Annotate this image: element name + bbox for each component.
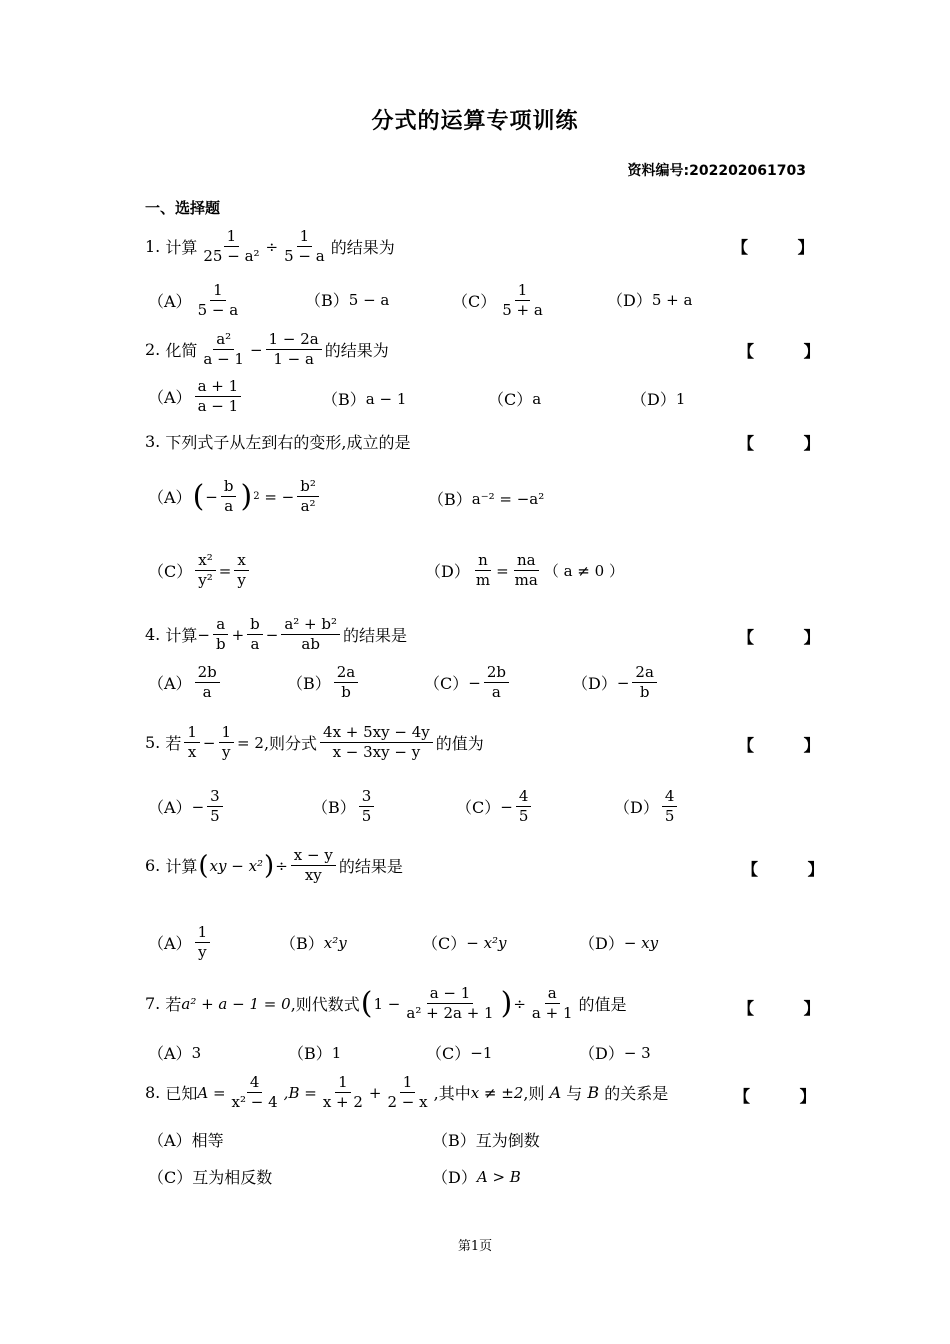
fraction: $\frac{1}{5 - a}$ (284, 227, 325, 266)
option-d: （D） − xy (579, 933, 659, 953)
question-5: 5. 若 $\frac{1}{x}$ − $\frac{1}{y}$ = 2 ,则分式 $\frac{4x + 5xy - 4y}{x - 3xy - y}$ 的值为 (145, 723, 484, 762)
option-d: （D） A > B (432, 1167, 521, 1187)
answer-bracket: 【 】 (732, 238, 836, 257)
option-b: （B） $\frac{2a}{b}$ (287, 664, 361, 702)
question-1: 1. 计算 $\frac{1}{\text{25 − a²}}$ ÷ $\frac{1}{5 - a}$ 的结果为 (145, 227, 395, 266)
option-a: （A） 3 (148, 1043, 202, 1063)
option-c: （C） $\frac{\text{x²}}{\text{y²}}$ = $\frac{x}{y}$ (148, 552, 252, 590)
option-d: （D） 5 + a (607, 290, 693, 310)
page-title: 分式的运算专项训练 (371, 109, 579, 134)
option-b: （B） $\frac{3}{5}$ (312, 788, 377, 826)
doc-number: 资料编号:202202061703 (627, 163, 806, 179)
option-b: （B） a⁻² = −a² (428, 489, 545, 509)
option-a: （A） − $\frac{3}{5}$ (148, 788, 226, 826)
question-3: 3. 下列式子从左到右的变形,成立的是 (145, 432, 411, 452)
option-d: （D） $\frac{4}{5}$ (614, 788, 680, 826)
question-6: 6. 计算 ( xy − x² ) ÷ $\frac{x - y}{xy}$ 的结果是 (145, 846, 403, 885)
option-c: （C） − $\frac{2b}{a}$ (424, 664, 512, 702)
option-d: （D） 1 (631, 389, 686, 409)
answer-bracket: 【 】 (738, 342, 842, 361)
answer-bracket: 【 】 (738, 628, 842, 647)
option-b: （B） 互为倒数 (432, 1131, 540, 1150)
option-a: （A） $\frac{1}{5 - a}$ (148, 281, 239, 320)
option-c: （C） − x²y (422, 933, 507, 953)
option-a: （A） $\frac{2b}{a}$ (148, 664, 223, 702)
question-4: 4. 计算 − $\frac{a}{b}$ + $\frac{b}{a}$ − $\frac{\text{a² + b²}}{ab}$ 的结果是 (145, 615, 408, 654)
option-c: （C） $\frac{1}{5 + a}$ (452, 281, 543, 320)
page-number: 第1页 (457, 1239, 493, 1254)
option-c: （C） − $\frac{4}{5}$ (456, 788, 534, 826)
option-b: （B） x²y (280, 933, 347, 953)
option-d: （D） $\frac{n}{m}$ = $\frac{na}{ma}$ （ a ≠ 0 ） (425, 551, 624, 590)
question-7: 7. 若 a² + a − 1 = 0 ,则代数式 ( 1 − $\frac{a - 1}{\text{a² + 2a + 1}}$ ) ÷ $\frac{a}{a + 1}$ 的值是 (145, 984, 627, 1023)
fraction: $\frac{1}{\text{25 − a²}}$ (203, 227, 260, 266)
answer-bracket: 【 】 (738, 999, 842, 1018)
answer-bracket: 【 】 (738, 434, 842, 453)
option-c: （C） 互为相反数 (148, 1168, 273, 1187)
section-heading: 一、选择题 (145, 199, 221, 217)
option-b: （B） a − 1 (322, 389, 407, 409)
answer-bracket: 【 】 (734, 1087, 838, 1106)
answer-bracket: 【 】 (738, 736, 842, 755)
option-b: （B） 1 (288, 1043, 342, 1063)
option-a: （A） $\frac{a + 1}{a - 1}$ (148, 378, 244, 416)
option-a: （A） 相等 (148, 1131, 224, 1150)
answer-bracket: 【 】 (742, 860, 846, 879)
question-8: 8. 已知 A = $\frac{4}{\text{x² − 4}}$ ,B = $\frac{1}{x + 2}$ + $\frac{1}{2 - x}$ ,其中 x ≠ ±2 ,则 A 与 B 的关系是 (145, 1073, 669, 1112)
option-c: （C） a (488, 389, 542, 409)
option-a: （A） ( − $\frac{b}{a}$ ) 2 = − $\frac{\text{b²}}{\text{a²}}$ (148, 478, 322, 516)
option-a: （A） $\frac{1}{y}$ (148, 924, 213, 962)
option-c: （C） −1 (426, 1043, 493, 1063)
question-2: 2. 化简 $\frac{\text{a²}}{a - 1}$ − $\frac{1 - 2a}{1 - a}$ 的结果为 (145, 330, 389, 369)
option-d: （D） − $\frac{2a}{b}$ (572, 664, 660, 702)
option-b: （B） 5 − a (305, 290, 390, 310)
option-d: （D） − 3 (579, 1043, 651, 1063)
